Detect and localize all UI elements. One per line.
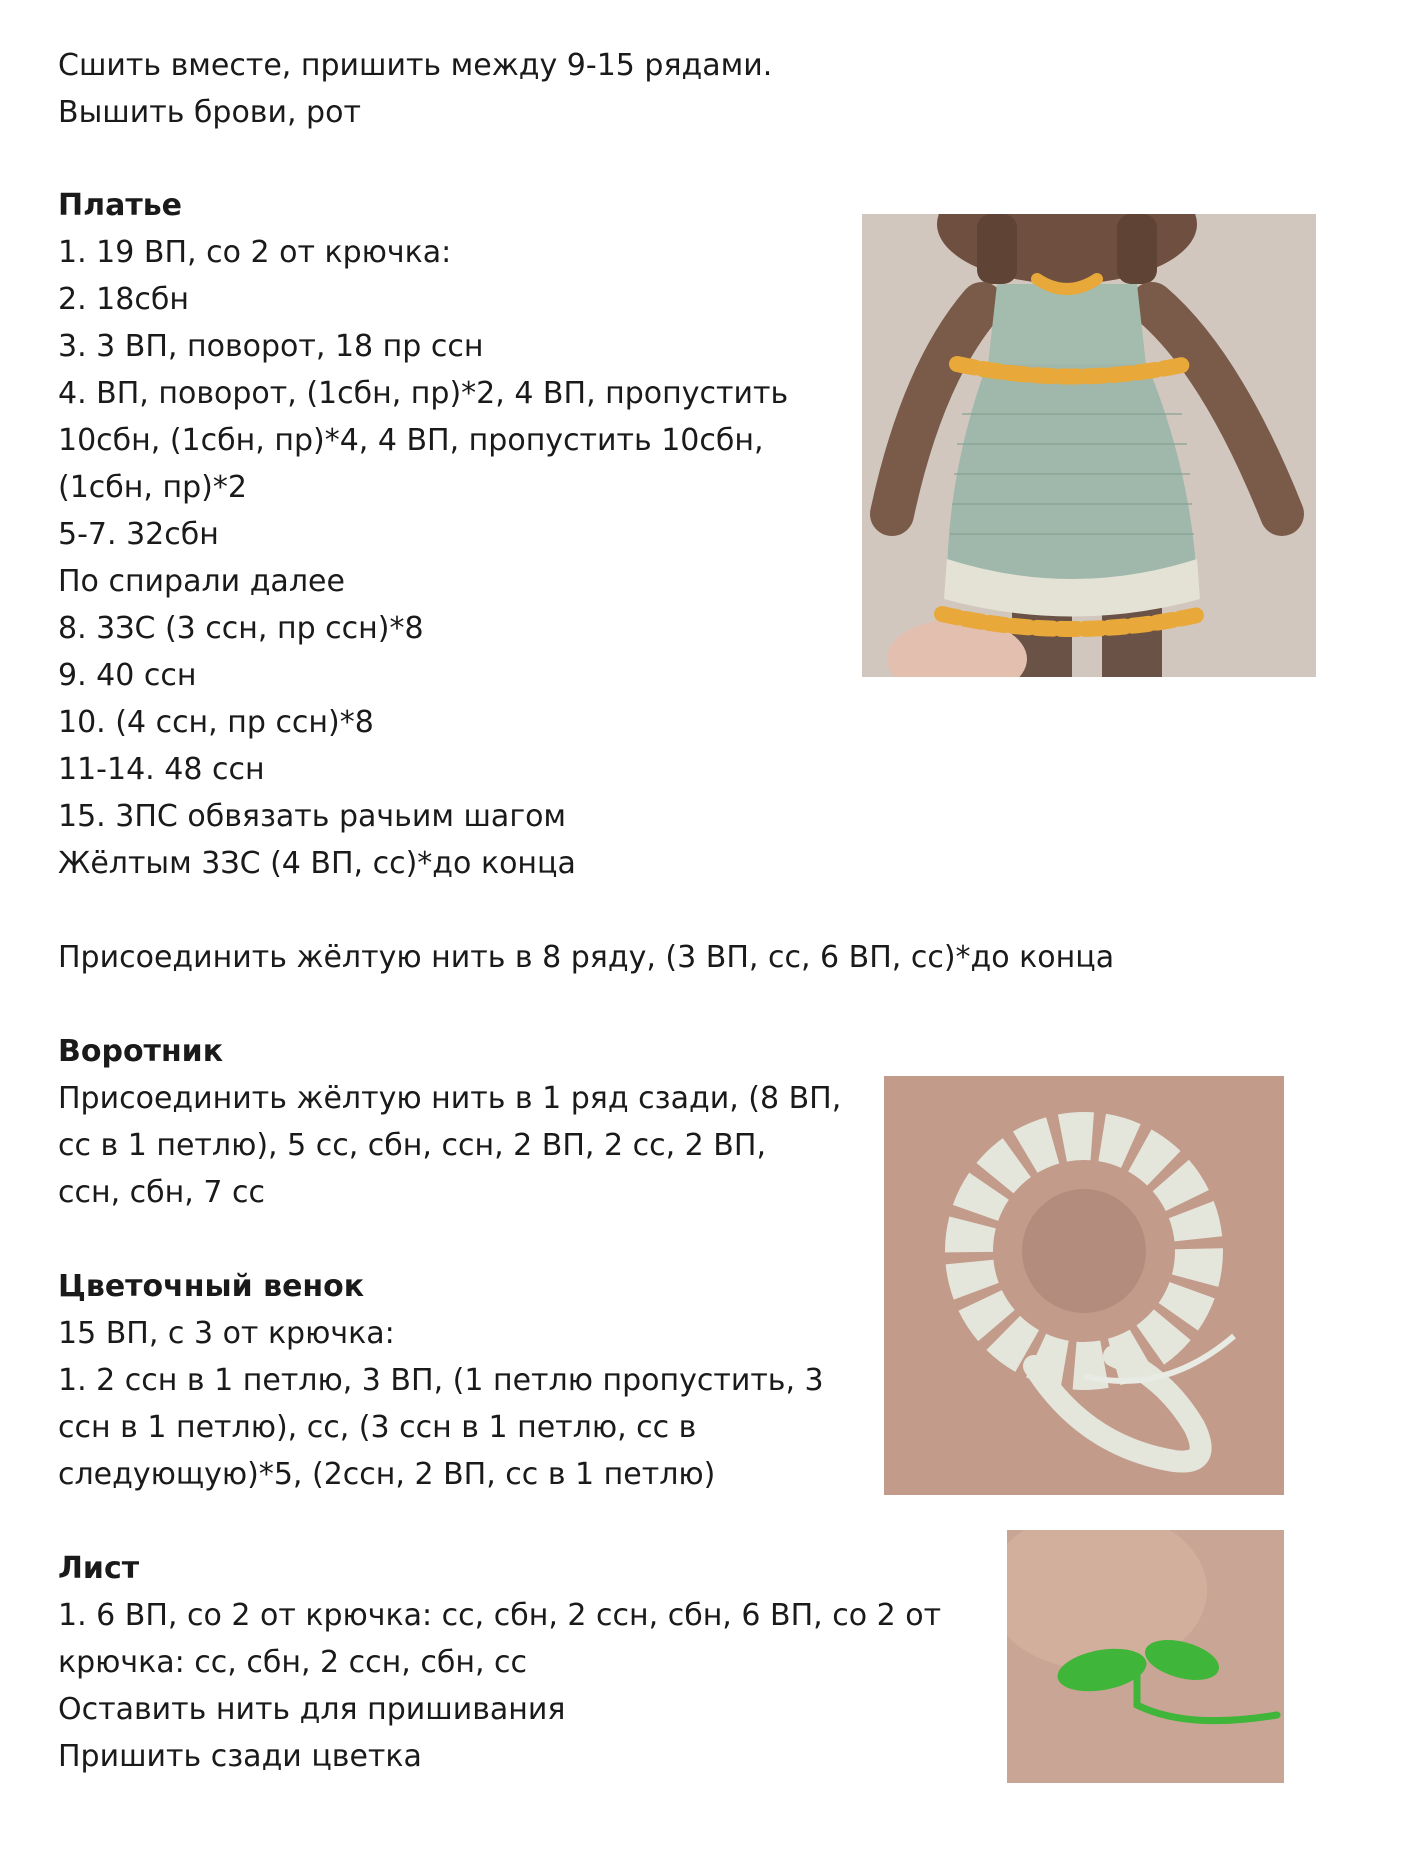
dress-line: 15. 3ПС обвязать рачьим шагом <box>58 799 567 834</box>
collar-line: ссн, сбн, 7 сс <box>58 1175 265 1210</box>
dress-line: 3. 3 ВП, поворот, 18 пр ссн <box>58 329 484 364</box>
dress-line: По спирали далее <box>58 564 345 599</box>
intro-line-1: Сшить вместе, пришить между 9-15 рядами. <box>58 48 773 83</box>
dress-line: 5-7. 32сбн <box>58 517 219 552</box>
wreath-title: Цветочный венок <box>58 1269 365 1304</box>
dress-line: 10. (4 ссн, пр ссн)*8 <box>58 705 374 740</box>
leaf-photo <box>1007 1530 1284 1783</box>
leaf-line: 1. 6 ВП, со 2 от крючка: сс, сбн, 2 ссн, сбн, 6 ВП, со 2 от <box>58 1598 942 1633</box>
doll-dress-photo <box>862 214 1316 677</box>
dress-attach-note: Присоединить жёлтую нить в 8 ряду, (3 ВП, сс, 6 ВП, сс)*до конца <box>58 940 1115 975</box>
dress-line: 11-14. 48 ссн <box>58 752 265 787</box>
collar-title: Воротник <box>58 1034 224 1069</box>
dress-title: Платье <box>58 188 183 223</box>
dress-line: 9. 40 ссн <box>58 658 197 693</box>
wreath-line: следующую)*5, (2ссн, 2 ВП, сс в 1 петлю) <box>58 1457 716 1492</box>
collar-line: Присоединить жёлтую нить в 1 ряд сзади, (8 ВП, <box>58 1081 842 1116</box>
wreath-line: ссн в 1 петлю), сс, (3 ссн в 1 петлю, сс в <box>58 1410 697 1445</box>
dress-line: 10сбн, (1сбн, пр)*4, 4 ВП, пропустить 10сбн, <box>58 423 764 458</box>
leaf-title: Лист <box>58 1551 140 1586</box>
leaf-line: Пришить сзади цветка <box>58 1739 422 1774</box>
wreath-line: 1. 2 ссн в 1 петлю, 3 ВП, (1 петлю пропустить, 3 <box>58 1363 824 1398</box>
intro-line-2: Вышить брови, рот <box>58 95 361 130</box>
dress-line: 8. 3ЗС (3 ссн, пр ссн)*8 <box>58 611 424 646</box>
dress-line: Жёлтым 3ЗС (4 ВП, сс)*до конца <box>58 846 576 881</box>
dress-line: 2. 18сбн <box>58 282 189 317</box>
dress-line: 1. 19 ВП, со 2 от крючка: <box>58 235 452 270</box>
leaf-line: Оставить нить для пришивания <box>58 1692 566 1727</box>
collar-photo <box>884 1076 1284 1495</box>
wreath-line: 15 ВП, с 3 от крючка: <box>58 1316 395 1351</box>
dress-line: 4. ВП, поворот, (1сбн, пр)*2, 4 ВП, пропустить <box>58 376 789 411</box>
collar-line: сс в 1 петлю), 5 сс, сбн, ссн, 2 ВП, 2 сс, 2 ВП, <box>58 1128 766 1163</box>
leaf-line: крючка: сс, сбн, 2 ссн, сбн, сс <box>58 1645 527 1680</box>
dress-line: (1сбн, пр)*2 <box>58 470 247 505</box>
